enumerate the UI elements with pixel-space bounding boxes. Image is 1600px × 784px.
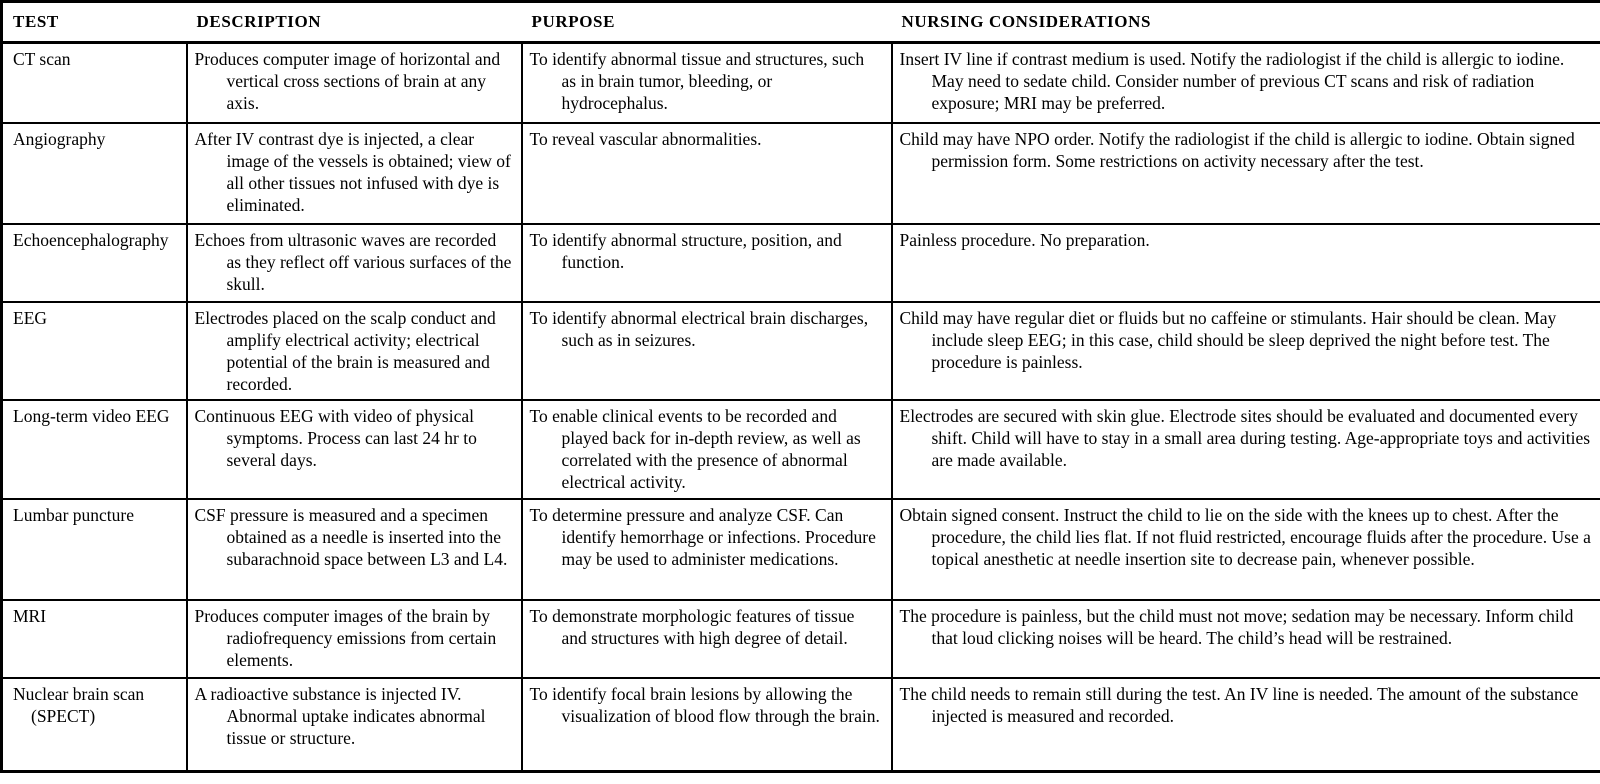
purpose-cell-text: To identify abnormal structure, position, and function. — [529, 229, 842, 272]
purpose-cell-text: To determine pressure and analyze CSF. Can identify hemorrhage or infections. Procedure may be used to administer medications. — [529, 504, 876, 569]
nursing-cell-text: Child may have NPO order. Notify the radiologist if the child is allergic to iodine. Obtain signed permission form. Some restrictions on activity necessary after the test. — [899, 128, 1575, 171]
purpose-cell-text: To demonstrate morphologic features of tissue and structures with high degree of detail. — [529, 605, 855, 648]
test-cell-text: Lumbar puncture — [13, 504, 134, 525]
nursing-cell — [892, 600, 1600, 678]
test-cell — [2, 400, 187, 499]
test-cell — [2, 678, 187, 772]
nursing-cell — [892, 123, 1600, 224]
nursing-cell — [892, 678, 1600, 772]
header-row — [2, 2, 1600, 43]
description-cell — [187, 224, 522, 302]
test-cell-text: Nuclear brain scan (SPECT) — [13, 683, 145, 726]
purpose-cell — [522, 499, 892, 600]
column-header-purpose: PURPOSE — [522, 2, 892, 43]
column-header-test: TEST — [2, 2, 187, 43]
description-cell — [187, 43, 522, 123]
test-cell — [2, 224, 187, 302]
purpose-cell-text: To identify abnormal electrical brain discharges, such as in seizures. — [529, 307, 869, 350]
test-cell — [2, 302, 187, 400]
description-cell-text: CSF pressure is measured and a specimen obtained as a needle is inserted into the subarachnoid space between L3 and L4. — [194, 504, 508, 569]
nursing-cell-text: The procedure is painless, but the child must not move; sedation may be necessary. Inform child that loud clicking noises will be heard. The child’s head will be restrained. — [899, 605, 1574, 648]
test-cell — [2, 43, 187, 123]
nursing-cell — [892, 499, 1600, 600]
nursing-cell-text: Painless procedure. No preparation. — [899, 229, 1150, 250]
description-cell — [187, 400, 522, 499]
test-cell-text: EEG — [13, 307, 48, 328]
test-cell — [2, 499, 187, 600]
table-row — [2, 499, 1600, 600]
table-body — [2, 43, 1600, 772]
purpose-cell — [522, 600, 892, 678]
nursing-cell — [892, 43, 1600, 123]
purpose-cell — [522, 123, 892, 224]
purpose-cell-text: To identify focal brain lesions by allowing the visualization of blood flow through the brain. — [529, 683, 880, 726]
table-row — [2, 400, 1600, 499]
column-header-nursing-considerations: NURSING CONSIDERATIONS — [892, 2, 1600, 43]
description-cell — [187, 678, 522, 772]
test-cell — [2, 600, 187, 678]
test-cell-text: CT scan — [13, 49, 71, 69]
test-cell — [2, 123, 187, 224]
test-cell-text: Angiography — [13, 128, 106, 149]
test-cell-text: Echoencephalography — [13, 229, 169, 250]
nursing-cell-text: Child may have regular diet or fluids but no caffeine or stimulants. Hair should be clean. May include sleep EEG; in this case, child should be sleep deprived the night before test. The procedure is painless. — [899, 307, 1557, 372]
column-header-description: DESCRIPTION — [187, 2, 522, 43]
description-cell-text: After IV contrast dye is injected, a clear image of the vessels is obtained; view of all other tissues not infused with dye is eliminated. — [194, 128, 511, 215]
nursing-cell-text: The child needs to remain still during the test. An IV line is needed. The amount of the substance injected is measured and recorded. — [899, 683, 1579, 726]
description-cell-text: Echoes from ultrasonic waves are recorded as they reflect off various surfaces of the skull. — [194, 229, 512, 294]
table-row — [2, 678, 1600, 772]
table-row — [2, 43, 1600, 123]
description-cell-text: Electrodes placed on the scalp conduct and amplify electrical activity; electrical potential of the brain is measured and recorded. — [194, 307, 496, 394]
purpose-cell — [522, 302, 892, 400]
table-header — [2, 2, 1600, 43]
test-cell-text: Long-term video EEG — [13, 405, 170, 426]
description-cell-text: Produces computer image of horizontal and vertical cross sections of brain at any axis. — [194, 49, 501, 113]
table-row — [2, 302, 1600, 400]
table-row — [2, 123, 1600, 224]
nursing-cell — [892, 400, 1600, 499]
description-cell-text: Continuous EEG with video of physical symptoms. Process can last 24 hr to several days. — [194, 405, 477, 470]
description-cell-text: A radioactive substance is injected IV. Abnormal uptake indicates abnormal tissue or structure. — [194, 683, 486, 748]
test-cell-text: MRI — [13, 605, 47, 626]
nursing-cell — [892, 224, 1600, 302]
nursing-cell-text: Insert IV line if contrast medium is used. Notify the radiologist if the child is allergic to iodine. May need to sedate child. Consider number of previous CT scans and risk of radiation exposure; MRI may be preferred. — [899, 49, 1565, 113]
nursing-cell-text: Electrodes are secured with skin glue. Electrode sites should be evaluated and documented every shift. Child will have to stay in a small area during testing. Age-appropriate toys and activities are made available. — [899, 405, 1591, 470]
purpose-cell-text: To reveal vascular abnormalities. — [529, 128, 762, 149]
description-cell — [187, 499, 522, 600]
purpose-cell-text: To enable clinical events to be recorded and played back for in-depth review, as well as correlated with the presence of abnormal electrical activity. — [529, 405, 861, 492]
table-row — [2, 600, 1600, 678]
nursing-cell-text: Obtain signed consent. Instruct the child to lie on the side with the knees up to chest. After the procedure, the child lies flat. If not fluid restricted, encourage fluids after the procedure. Use a topical anesthetic at needle insertion site to decrease pain, whenever possible. — [899, 504, 1591, 569]
description-cell-text: Produces computer images of the brain by radiofrequency emissions from certain elements. — [194, 605, 497, 670]
description-cell — [187, 302, 522, 400]
nursing-cell — [892, 302, 1600, 400]
purpose-cell-text: To identify abnormal tissue and structures, such as in brain tumor, bleeding, or hydrocephalus. — [529, 49, 865, 113]
purpose-cell — [522, 400, 892, 499]
table-row — [2, 224, 1600, 302]
description-cell — [187, 123, 522, 224]
purpose-cell — [522, 224, 892, 302]
purpose-cell — [522, 678, 892, 772]
description-cell — [187, 600, 522, 678]
purpose-cell — [522, 43, 892, 123]
